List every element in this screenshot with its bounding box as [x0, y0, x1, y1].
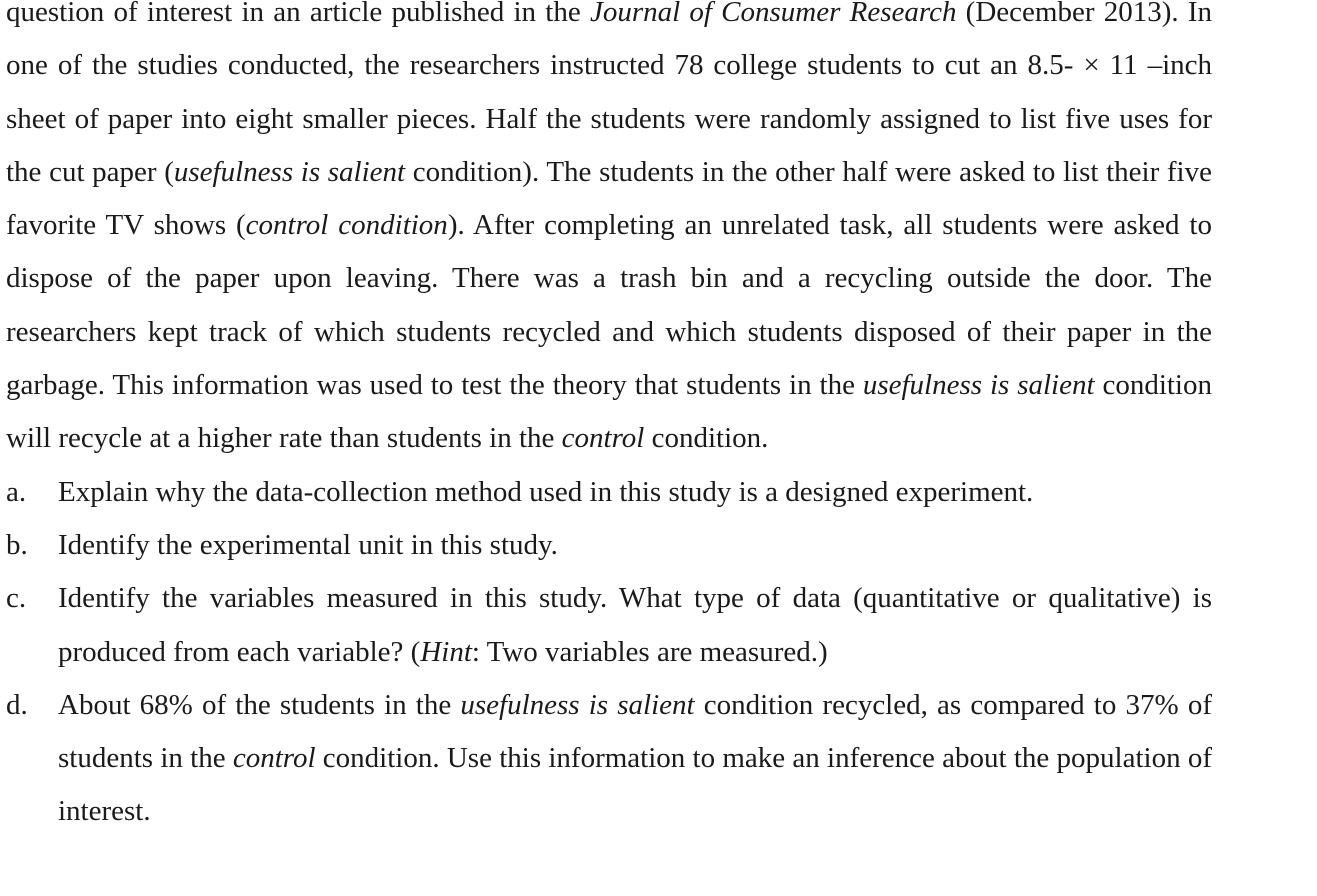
control-term-2: control	[232, 742, 316, 775]
intro-paragraph	[6, 0, 1212, 466]
question-c-letter: c.	[6, 582, 27, 615]
intro-text-4: ). After completing an unrelated task, all students were asked to dispose of the paper upon leaving. There was a trash bin and a recycling outside the door. The researchers kept track of which students recycled and which students disposed of their paper in the garbage. This information was used to test the theory that students in the	[6, 209, 1212, 402]
question-c	[6, 572, 1212, 679]
question-d-text-post: condition. Use this information to make an inference about the population of interest.	[58, 742, 1212, 828]
question-d-text-pre: About 68% of the students in the	[58, 688, 461, 721]
question-b	[6, 519, 1212, 572]
document-body	[6, 0, 1212, 839]
question-c-text-pre: Identify the variables measured in this study. What type of data (quantitative or qualitative) is produced from each variable? (	[58, 582, 1212, 668]
journal-title: Journal of Consumer Research	[589, 0, 957, 28]
question-c-text	[58, 572, 1212, 679]
question-d	[6, 679, 1212, 839]
question-list	[6, 466, 1212, 839]
question-d-letter: d.	[6, 688, 28, 721]
question-c-text-post: : Two variables are measured.)	[471, 635, 828, 668]
question-a-text: Explain why the data-collection method used in this study is a designed experiment.	[58, 475, 1034, 508]
intro-text-5: condition will recycle at a higher rate than students in the	[6, 369, 1212, 455]
question-a	[6, 466, 1212, 519]
usefulness-condition-term-2: usefulness is salient	[862, 369, 1095, 402]
control-condition-term: control condition	[245, 209, 448, 242]
question-b-letter: b.	[6, 528, 28, 561]
question-a-letter: a.	[6, 475, 27, 508]
question-d-text	[58, 679, 1212, 839]
hint-label: Hint	[420, 635, 472, 668]
question-b-text: Identify the experimental unit in this study.	[58, 528, 558, 561]
intro-text-6: condition.	[644, 422, 769, 455]
usefulness-condition-term-3: usefulness is salient	[460, 688, 695, 721]
intro-text-2: (December 2013). In one of the studies conducted, the researchers instructed 78 college students to cut an 8.5- × 11 –inch sheet of paper into eight smaller pieces. Half the students were randomly assigned to list five uses for the cut paper (	[6, 0, 1212, 188]
intro-text-1: question of interest in an article published in the	[6, 0, 590, 28]
control-term: control	[561, 422, 645, 455]
intro-text-3: condition). The students in the other half were asked to list their five favorite TV shows (	[6, 155, 1212, 242]
question-d-text-mid: condition recycled, as compared to 37% of students in the	[58, 688, 1212, 775]
usefulness-condition-term: usefulness is salient	[173, 155, 406, 188]
